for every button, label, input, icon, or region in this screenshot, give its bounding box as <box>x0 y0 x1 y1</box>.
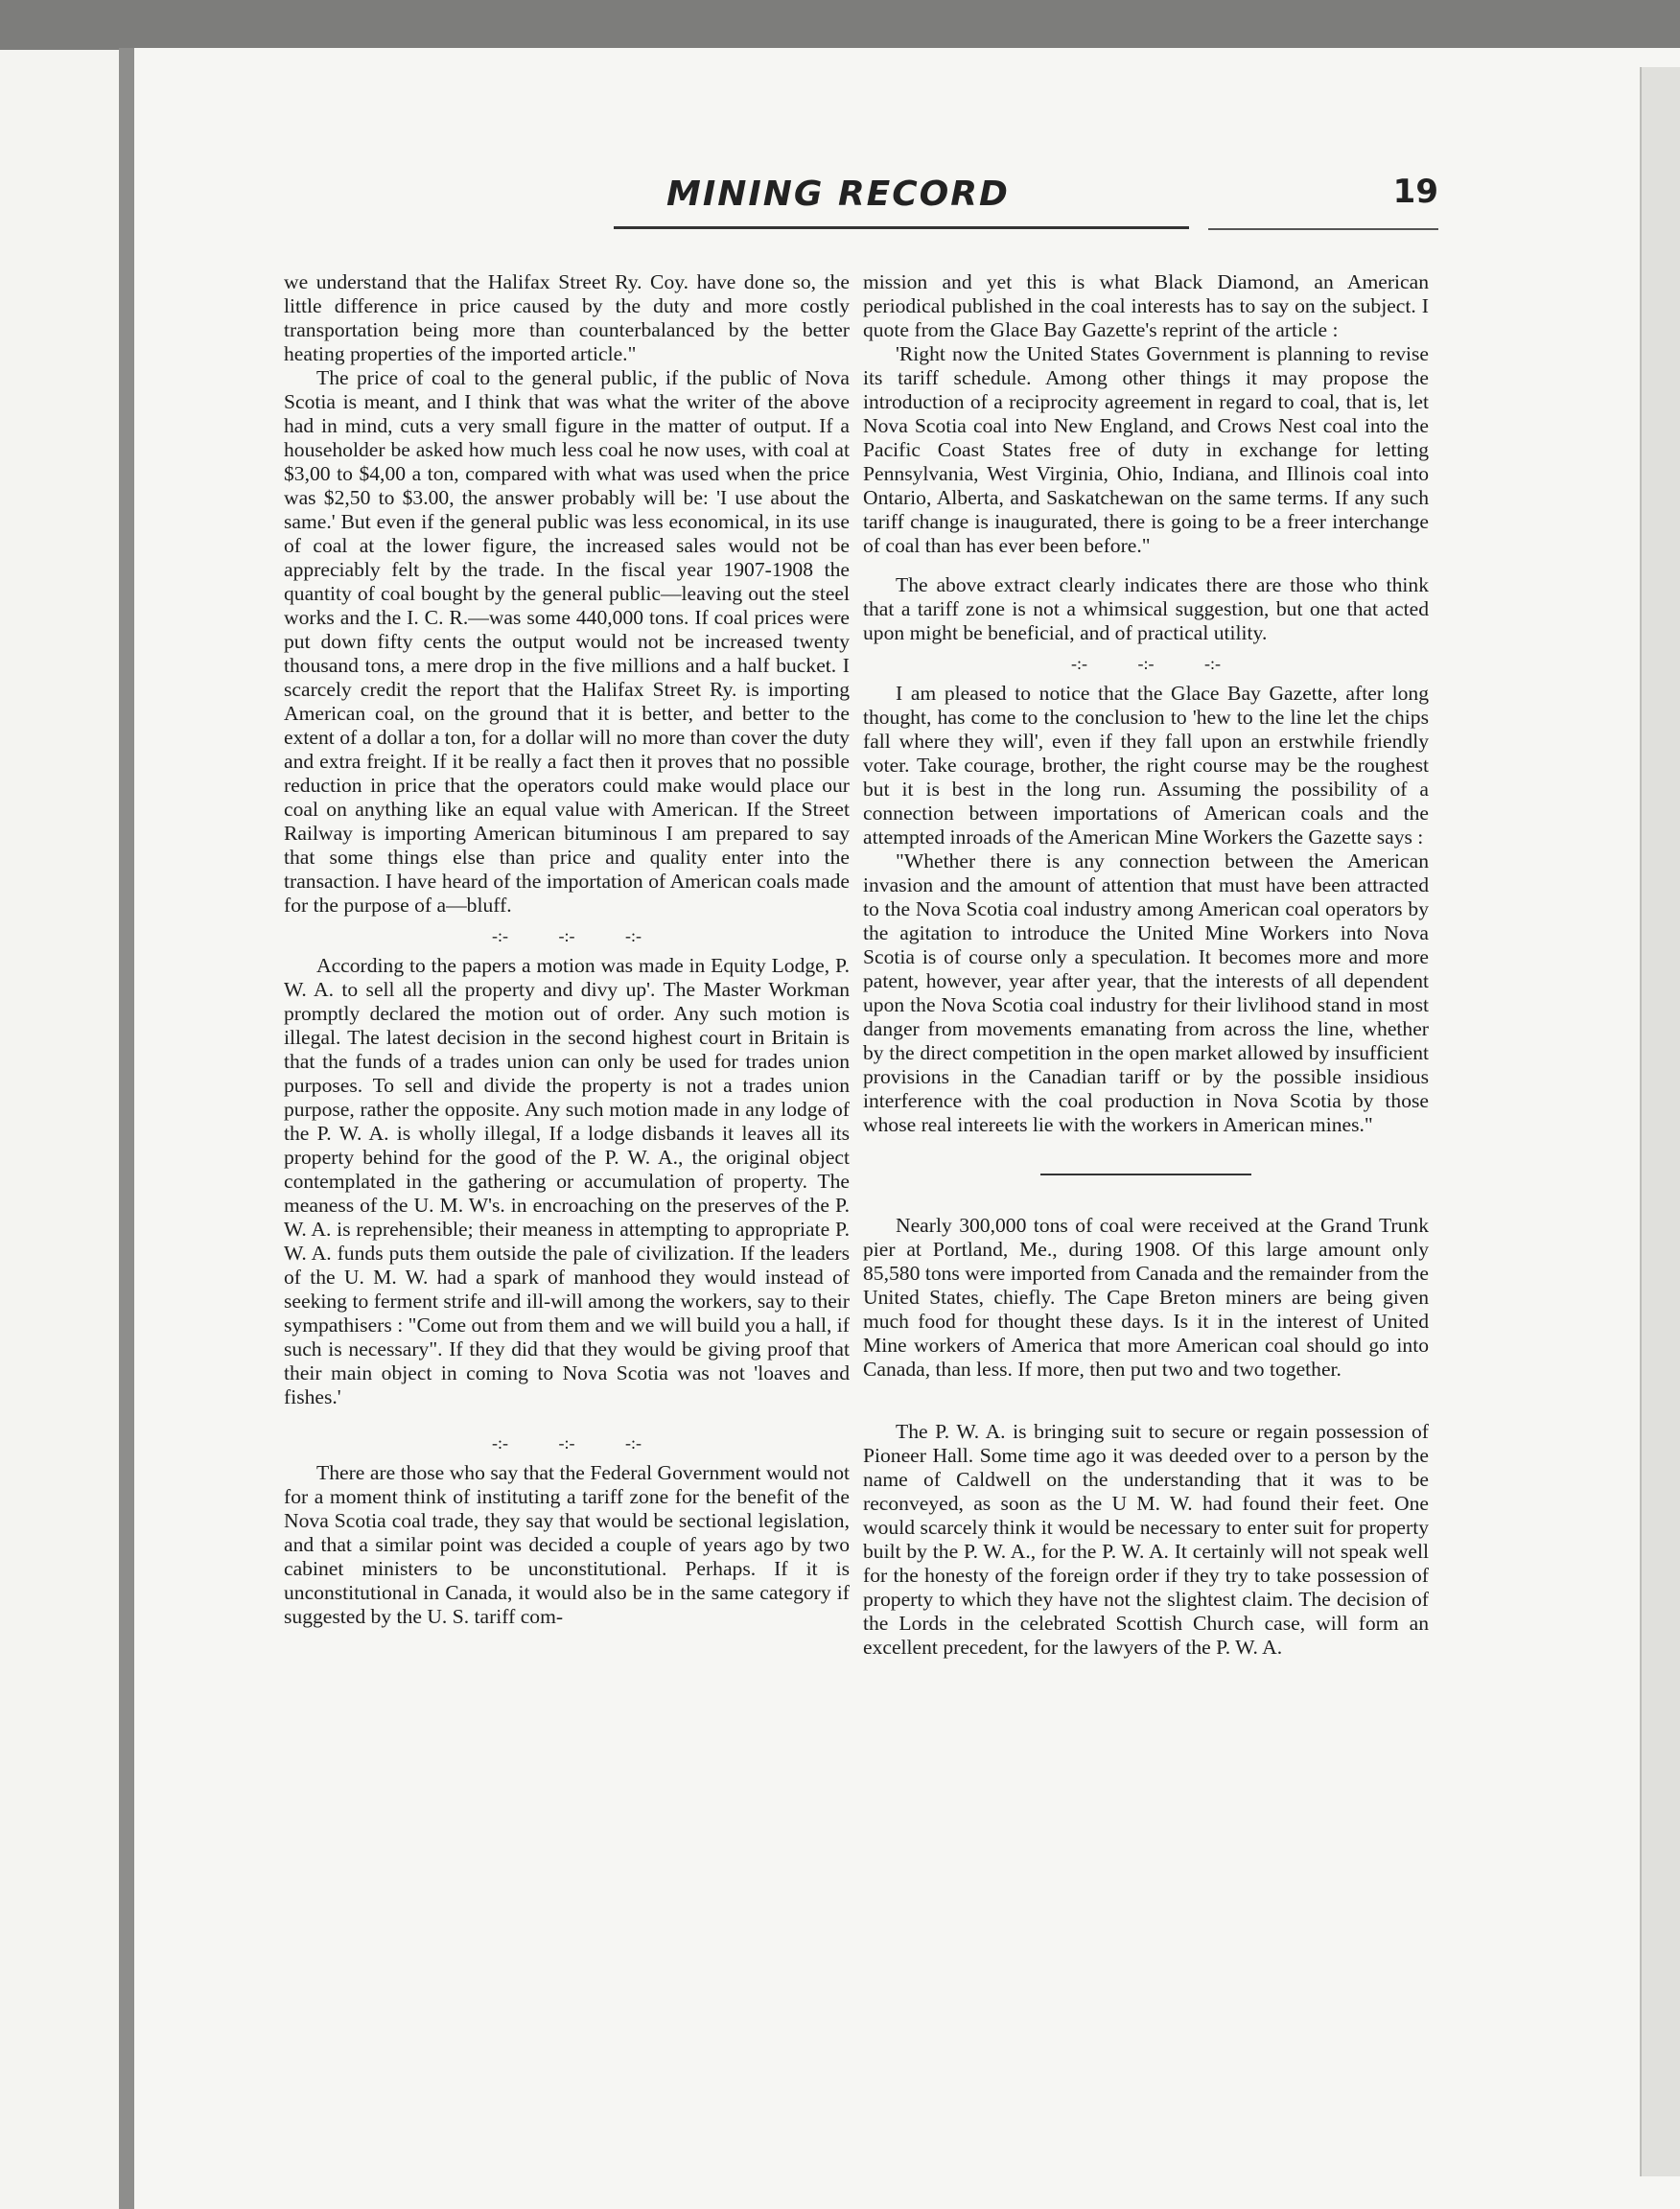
paragraph: we understand that the Halifax Street Ry. Coy. have done so, the little difference in price caused by the duty and more costly transportation being more than counterbalanced by the better heating properties of the imported article." <box>284 270 850 365</box>
paragraph: Nearly 300,000 tons of coal were received at the Grand Trunk pier at Portland, Me., during 1908. Of this large amount only 85,580 tons were imported from Canada and the remainder from the United States, chiefly. The Cape Breton miners are being given much food for thought these days. Is it in the interest of United Mine workers of America that more American coal should go into Canada, than less. If more, then put two and two together. <box>863 1214 1429 1381</box>
paragraph: I am pleased to notice that the Glace Bay Gazette, after long thought, has come to the conclusion to 'hew to the line let the chips fall where they will', even if they fall upon an erstwhile friendly voter. Take courage, brother, the right course may be the roughest but it is best in the long run. Assuming the possibility of a connection between importations of American coals and the attempted inroads of the American Mine Workers the Gazette says : <box>863 682 1429 849</box>
page-right-edge <box>1640 67 1680 2176</box>
section-separator: -:- -:- -:- <box>492 926 642 945</box>
right-column <box>863 270 1429 1660</box>
quoted-paragraph: "Whether there is any connection between the American invasion and the amount of attention that must have been attracted to the Nova Scotia coal industry among American coal operators by the agitation to introduce the United Mine Workers into Nova Scotia is of course only a speculation. It becomes more and more patent, however, year after year, that the interests of all dependent upon the Nova Scotia coal industry for their livlihood stand in most danger from movements emanating from across the line, whether by the direct competition in the open market allowed by insufficient provisions in the Canadian tariff or by the possible insidious interference with the coal production in Nova Scotia by those whose real intereets lie with the workers in American mines." <box>863 849 1429 1136</box>
section-rule <box>1040 1174 1251 1175</box>
paragraph: The price of coal to the general public, if the public of Nova Scotia is meant, and I think that was what the writer of the above had in mind, cuts a very small figure in the matter of output. If a householder be asked how much less coal he now uses, with coal at $3,00 to $4,00 a ton, compared with what was used when the price was $2,50 to $3.00, the answer probably will be: 'I use about the same.' But even if the general public was less economical, in its use of coal at the lower figure, the increased sales would not be appreciably felt by the trade. In the fiscal year 1907-1908 the quantity of coal bought by the general public—leaving out the steel works and the I. C. R.—was some 440,000 tons. If coal prices were put down fifty cents the output would not be increased twenty thousand tons, a mere drop in the five millions and a half bucket. I scarcely credit the report that the Halifax Street Ry. is importing American coal, on the ground that it is better, and better to the extent of a dollar a ton, for a dollar will no more than cover the duty and extra freight. If it be really a fact then it proves that no possible reduction in price that the operators could make would place our coal on anything like an equal value with American. If the Street Railway is importing American bituminous I am prepared to say that some things else than price and quality enter into the transaction. I have heard of the importation of American coals made for the purpose of a—bluff. <box>284 366 850 917</box>
masthead-title: MINING RECORD <box>666 174 1010 214</box>
paragraph: The above extract clearly indicates there are those who think that a tariff zone is not a whimsical suggestion, but one that acted upon might be beneficial, and of practical utility. <box>863 573 1429 644</box>
paragraph: According to the papers a motion was made in Equity Lodge, P. W. A. to sell all the property and divy up'. The Master Workman promptly declared the motion out of order. Any such motion is illegal. The latest decision in the second highest court in Britain is that the funds of a trades union can only be used for trades union purposes. To sell and divide the property is not a trades union purpose, rather the opposite. Any such motion made in any lodge of the P. W. A. is wholly illegal, If a lodge disbands it leaves all its property behind for the good of the P. W. A., the original object contemplated in the gathering or accumulation of property. The meaness of the U. M. W's. in encroaching on the preserves of the P. W. A. is reprehensible; their meaness in attempting to appropriate P. W. A. funds puts them outside the pale of civilization. If the leaders of the U. M. W. had a spark of manhood they would instead of seeking to ferment strife and ill-will among the workers, say to their sympathisers : "Come out from them and we will build you a hall, if such is necessary". If they did that they would be giving proof that their main object in coming to Nova Scotia was not 'loaves and fishes.' <box>284 954 850 1408</box>
left-column <box>284 270 850 1629</box>
section-separator: -:- -:- -:- <box>1071 654 1221 673</box>
page-number: 19 <box>1392 173 1438 211</box>
running-head <box>614 174 1438 261</box>
scan-top-edge <box>0 0 1680 50</box>
scan-left-margin <box>0 50 125 2209</box>
header-rule-short <box>1208 228 1438 230</box>
paragraph: The P. W. A. is bringing suit to secure or regain possession of Pioneer Hall. Some time ago it was deeded over to a person by the name of Caldwell on the understanding that it was to be reconveyed, as soon as the U M. W. had found their feet. One would scarcely think it would be necessary to enter suit for property built by the P. W. A., for the P. W. A. It certainly will not speak well for the honesty of the foreign order if they try to take possession of property to which they have not the slightest claim. The decision of the Lords in the celebrated Scottish Church case, will form an excellent precedent, for the lawyers of the P. W. A. <box>863 1420 1429 1659</box>
section-separator: -:- -:- -:- <box>492 1433 642 1453</box>
quoted-paragraph: 'Right now the United States Government is planning to revise its tariff schedule. Among other things it may propose the introduction of a reciprocity agreement in regard to coal, that is, let Nova Scotia coal into New England, and Crows Nest coal into the Pacific Coast States free of duty in exchange for letting Pennsylvania, West Virginia, Ohio, Indiana, and Illinois coal into Ontario, Alberta, and Saskatchewan on the same terms. If any such tariff change is inaugurated, there is going to be a freer interchange of coal than has ever been before." <box>863 342 1429 557</box>
paragraph: There are those who say that the Federal Government would not for a moment think of instituting a tariff zone for the benefit of the Nova Scotia coal trade, they say that would be sectional legislation, and that a similar point was decided a couple of years ago by two cabinet ministers to be unconstitutional. Perhaps. If it is unconstitutional in Canada, it would also be in the same category if suggested by the U. S. tariff com- <box>284 1461 850 1628</box>
header-rule <box>614 226 1189 229</box>
page-binding-edge <box>119 48 134 2209</box>
paragraph: mission and yet this is what Black Diamond, an American periodical published in the coal interests has to say on the subject. I quote from the Glace Bay Gazette's reprint of the article : <box>863 270 1429 341</box>
